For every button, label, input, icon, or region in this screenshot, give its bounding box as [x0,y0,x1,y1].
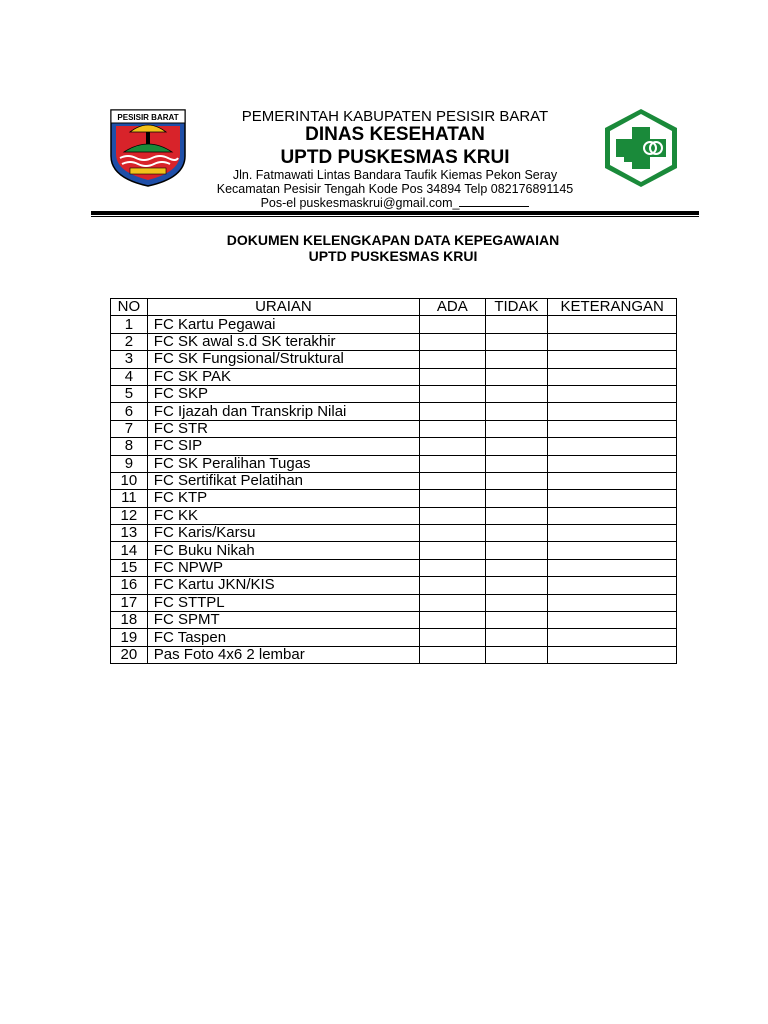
row-ada-cell [420,646,486,663]
table-row [111,403,677,420]
table-row [111,472,677,489]
row-tidak-cell [485,490,548,507]
row-number: 6 [111,403,148,420]
table-header-row [111,299,677,316]
row-number: 3 [111,351,148,368]
row-uraian: FC STR [147,420,419,437]
row-keterangan-cell [548,646,677,663]
row-number: 12 [111,507,148,524]
row-number: 17 [111,594,148,611]
row-keterangan-cell [548,438,677,455]
row-keterangan-cell [548,490,677,507]
row-ada-cell [420,629,486,646]
table-row [111,559,677,576]
row-number: 16 [111,577,148,594]
table-row [111,594,677,611]
table-row [111,351,677,368]
table-row [111,333,677,350]
row-ada-cell [420,542,486,559]
row-ada-cell [420,316,486,333]
row-keterangan-cell [548,559,677,576]
row-tidak-cell [485,368,548,385]
row-uraian: FC SIP [147,438,419,455]
document-title: DOKUMEN KELENGKAPAN DATA KEPEGAWAIAN [226,232,560,248]
row-ada-cell [420,559,486,576]
row-ada-cell [420,612,486,629]
table-row [111,438,677,455]
row-keterangan-cell [548,385,677,402]
row-ada-cell [420,368,486,385]
row-uraian: FC SK PAK [147,368,419,385]
row-tidak-cell [485,403,548,420]
row-tidak-cell [485,577,548,594]
row-number: 5 [111,385,148,402]
row-ada-cell [420,455,486,472]
address-line-1: Jln. Fatmawati Lintas Bandara Taufik Kiemas Pekon Seray [232,168,558,182]
header-ada: ADA [420,299,486,316]
header-tidak: TIDAK [485,299,548,316]
row-keterangan-cell [548,420,677,437]
row-number: 19 [111,629,148,646]
table-row [111,385,677,402]
header-uraian: URAIAN [147,299,419,316]
row-ada-cell [420,438,486,455]
row-uraian: FC Kartu Pegawai [147,316,419,333]
row-uraian: FC Ijazah dan Transkrip Nilai [147,403,419,420]
table-row [111,455,677,472]
office-name: UPTD PUSKESMAS KRUI [280,147,510,168]
row-ada-cell [420,594,486,611]
document-subtitle: UPTD PUSKESMAS KRUI [308,248,478,264]
row-number: 18 [111,612,148,629]
row-number: 9 [111,455,148,472]
svg-text:PESISIR BARAT: PESISIR BARAT [117,113,179,122]
row-number: 4 [111,368,148,385]
email-underline [459,205,529,207]
row-keterangan-cell [548,612,677,629]
table-row [111,525,677,542]
row-ada-cell [420,333,486,350]
row-tidak-cell [485,438,548,455]
row-ada-cell [420,472,486,489]
row-uraian: FC SK Fungsional/Struktural [147,351,419,368]
row-uraian: FC KK [147,507,419,524]
row-keterangan-cell [548,577,677,594]
row-uraian: FC Karis/Karsu [147,525,419,542]
row-keterangan-cell [548,525,677,542]
row-uraian: FC Kartu JKN/KIS [147,577,419,594]
row-ada-cell [420,525,486,542]
row-tidak-cell [485,559,548,576]
row-number: 2 [111,333,148,350]
row-uraian: FC Taspen [147,629,419,646]
row-number: 1 [111,316,148,333]
row-ada-cell [420,403,486,420]
row-ada-cell [420,577,486,594]
row-ada-cell [420,490,486,507]
row-tidak-cell [485,385,548,402]
row-tidak-cell [485,472,548,489]
row-tidak-cell [485,333,548,350]
row-number: 14 [111,542,148,559]
row-uraian: FC SK Peralihan Tugas [147,455,419,472]
row-ada-cell [420,385,486,402]
row-ada-cell [420,420,486,437]
row-number: 10 [111,472,148,489]
row-number: 8 [111,438,148,455]
letterhead-divider-thick [91,211,699,215]
row-tidak-cell [485,351,548,368]
row-number: 20 [111,646,148,663]
table-row [111,577,677,594]
table-row [111,316,677,333]
row-keterangan-cell [548,333,677,350]
row-keterangan-cell [548,594,677,611]
row-tidak-cell [485,612,548,629]
document-checklist-table [110,298,677,664]
row-tidak-cell [485,646,548,663]
row-uraian: FC SK awal s.d SK terakhir [147,333,419,350]
row-tidak-cell [485,420,548,437]
table-row [111,368,677,385]
address-line-2: Kecamatan Pesisir Tengah Kode Pos 34894 Telp 082176891145 [216,182,574,196]
row-uraian: FC SPMT [147,612,419,629]
row-uraian: FC Buku Nikah [147,542,419,559]
table-row [111,420,677,437]
row-keterangan-cell [548,507,677,524]
table-row [111,490,677,507]
table-row [111,646,677,663]
row-number: 7 [111,420,148,437]
table-row [111,629,677,646]
row-keterangan-cell [548,316,677,333]
government-name: PEMERINTAH KABUPATEN PESISIR BARAT [241,108,549,125]
row-tidak-cell [485,525,548,542]
row-number: 13 [111,525,148,542]
row-ada-cell [420,351,486,368]
email-text: Pos-el puskesmaskrui@gmail.com_ [260,196,460,210]
row-keterangan-cell [548,403,677,420]
row-tidak-cell [485,507,548,524]
header-no: NO [111,299,148,316]
email-line [190,196,600,210]
row-tidak-cell [485,629,548,646]
row-ada-cell [420,507,486,524]
row-keterangan-cell [548,542,677,559]
row-uraian: Pas Foto 4x6 2 lembar [147,646,419,663]
row-uraian: FC STTPL [147,594,419,611]
row-tidak-cell [485,594,548,611]
letterhead-divider-thin [91,216,699,217]
row-number: 11 [111,490,148,507]
row-keterangan-cell [548,472,677,489]
row-number: 15 [111,559,148,576]
row-uraian: FC NPWP [147,559,419,576]
row-tidak-cell [485,542,548,559]
row-keterangan-cell [548,629,677,646]
header-keterangan: KETERANGAN [548,299,677,316]
table-row [111,542,677,559]
row-uraian: FC SKP [147,385,419,402]
puskesmas-cross-logo [602,107,680,189]
pesisir-barat-emblem-logo [108,106,188,188]
row-keterangan-cell [548,351,677,368]
row-keterangan-cell [548,368,677,385]
row-tidak-cell [485,316,548,333]
row-tidak-cell [485,455,548,472]
row-uraian: FC KTP [147,490,419,507]
row-keterangan-cell [548,455,677,472]
table-row [111,507,677,524]
table-row [111,612,677,629]
row-uraian: FC Sertifikat Pelatihan [147,472,419,489]
department-name: DINAS KESEHATAN [305,124,485,145]
